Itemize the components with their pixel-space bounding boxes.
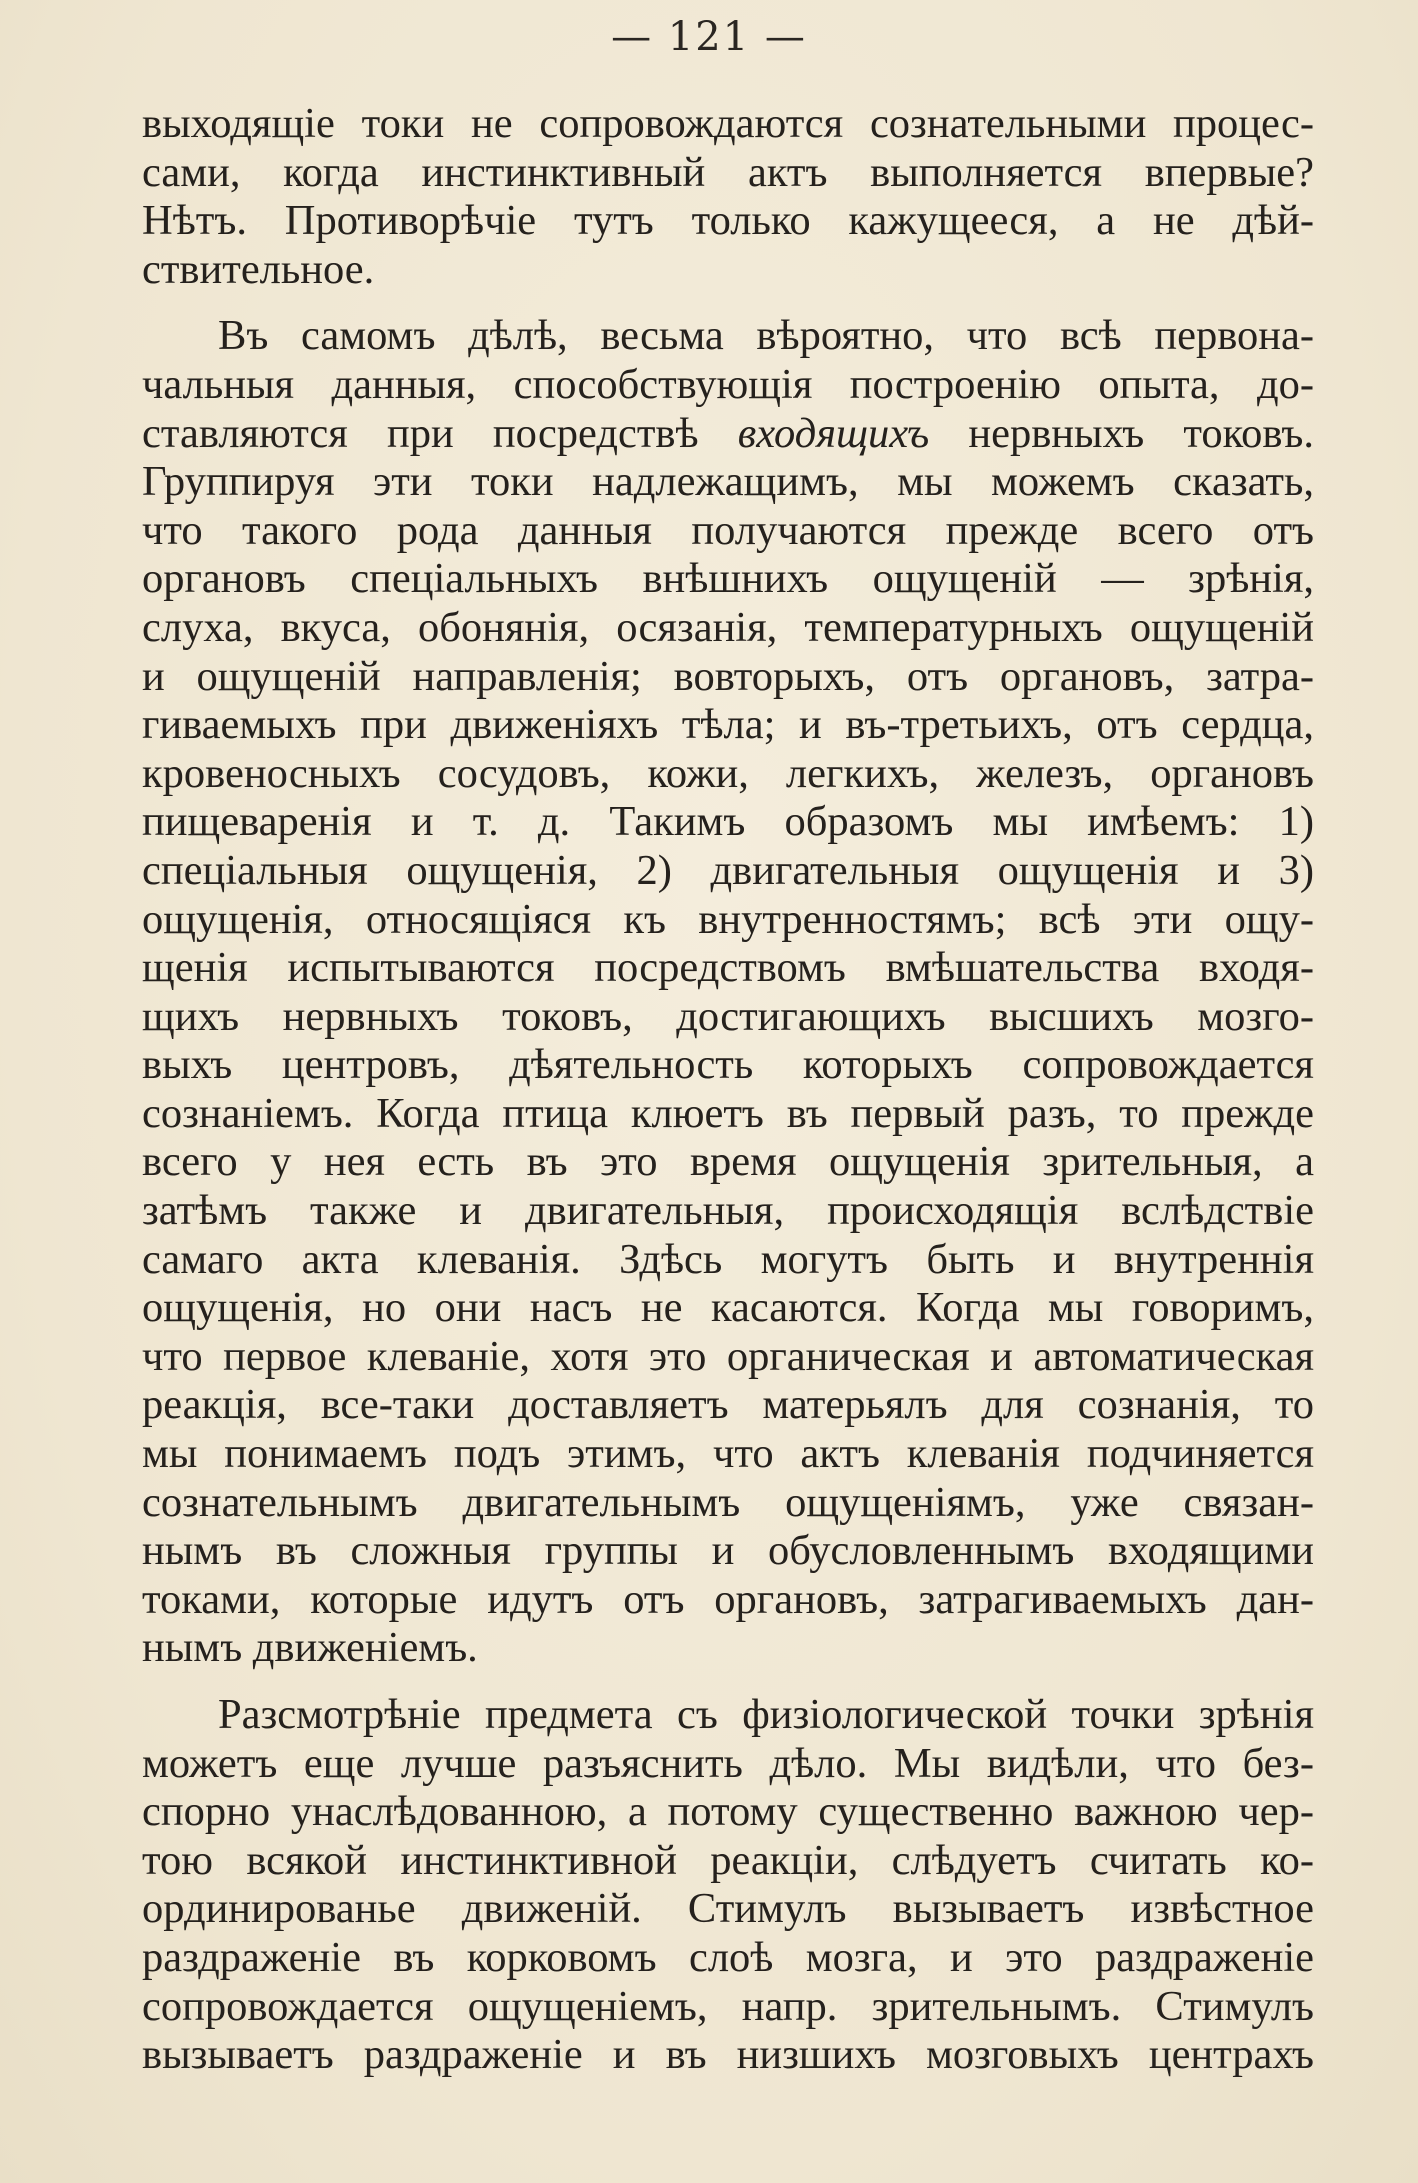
text-line: нымъ движеніемъ. bbox=[142, 1624, 478, 1672]
text-line-with-italic bbox=[142, 410, 1314, 459]
text-line: затѣмъ также и двигательныя, происходящія вслѣдствіе bbox=[142, 1187, 1314, 1235]
text-line: можетъ еще лучше разъяснить дѣло. Мы видѣли, что без- bbox=[142, 1739, 1314, 1787]
text-line: что такого рода данныя получаются прежде всего отъ bbox=[142, 506, 1314, 554]
text-line: нымъ въ сложныя группы и обусловленнымъ входящими bbox=[142, 1527, 1314, 1575]
text-line: Въ самомъ дѣлѣ, весьма вѣроятно, что всѣ первона- bbox=[218, 312, 1314, 360]
text-line: токами, которые идутъ отъ органовъ, затрагиваемыхъ дан- bbox=[142, 1575, 1314, 1623]
text-line: ощущенія, но они насъ не касаются. Когда мы говоримъ, bbox=[142, 1284, 1314, 1332]
paragraph-3 bbox=[142, 1691, 1314, 2080]
text-line: выхъ центровъ, дѣятельность которыхъ сопровождается bbox=[142, 1041, 1314, 1089]
text-line: спеціальныя ощущенія, 2) двигательныя ощущенія и 3) bbox=[142, 846, 1314, 894]
text-line: ощущенія, относящіяся къ внутренностямъ; всѣ эти ощу- bbox=[142, 895, 1314, 943]
text-line: мы понимаемъ подъ этимъ, что актъ клеванія подчиняется bbox=[142, 1430, 1314, 1478]
text-line: Нѣтъ. Противорѣчіе тутъ только кажущееся, а не дѣй- bbox=[142, 197, 1314, 245]
paragraph-2 bbox=[142, 312, 1314, 1673]
text-line: сопровождается ощущеніемъ, напр. зрительнымъ. Стимулъ bbox=[142, 1982, 1314, 2030]
text-line: и ощущеній направленія; вовторыхъ, отъ органовъ, затра- bbox=[142, 652, 1314, 700]
text-line: сознаніемъ. Когда птица клюетъ въ первый разъ, то прежде bbox=[142, 1089, 1314, 1137]
text-line: ординированье движеній. Стимулъ вызываетъ извѣстное bbox=[142, 1885, 1314, 1933]
text-line: слуха, вкуса, обонянія, осязанія, температурныхъ ощущеній bbox=[142, 603, 1314, 651]
text-line: реакція, все-таки доставляетъ матерьялъ для сознанія, то bbox=[142, 1381, 1314, 1429]
page-number: — 121 — bbox=[611, 14, 807, 60]
text-line: Группируя эти токи надлежащимъ, мы можемъ сказать, bbox=[142, 458, 1314, 506]
text-line: сами, когда инстинктивный актъ выполняется впервые? bbox=[142, 148, 1314, 196]
text-line: всего у нея есть въ это время ощущенія зрительныя, а bbox=[142, 1138, 1314, 1186]
text-body bbox=[142, 100, 1314, 2080]
text-segment: нервныхъ токовъ. bbox=[929, 409, 1314, 457]
text-line: самаго акта клеванія. Здѣсь могутъ быть и внутреннія bbox=[142, 1235, 1314, 1283]
text-line: щенія испытываются посредствомъ вмѣшательства входя- bbox=[142, 944, 1314, 992]
text-line: Разсмотрѣніе предмета съ физіологической точки зрѣнія bbox=[218, 1691, 1314, 1738]
text-line: выходящіе токи не сопровождаются сознательными процес- bbox=[142, 100, 1314, 147]
text-line: чальныя данныя, способствующія построенію опыта, до- bbox=[142, 360, 1314, 408]
paragraph-1 bbox=[142, 100, 1314, 294]
text-line: сознательнымъ двигательнымъ ощущеніямъ, уже связан- bbox=[142, 1478, 1314, 1526]
text-line: кровеносныхъ сосудовъ, кожи, легкихъ, железъ, органовъ bbox=[142, 749, 1314, 797]
text-line: органовъ спеціальныхъ внѣшнихъ ощущеній — зрѣнія, bbox=[142, 555, 1314, 603]
italic-word: входящихъ bbox=[737, 409, 930, 457]
text-line: пищеваренія и т. д. Такимъ образомъ мы имѣемъ: 1) bbox=[142, 798, 1314, 846]
text-segment: ставляются при посредствѣ bbox=[142, 409, 738, 457]
text-line: тою всякой инстинктивной реакціи, слѣдуетъ считать ко- bbox=[142, 1836, 1314, 1884]
text-line: что первое клеваніе, хотя это органическая и автоматическая bbox=[142, 1332, 1314, 1380]
text-line: щихъ нервныхъ токовъ, достигающихъ высшихъ мозго- bbox=[142, 992, 1314, 1040]
text-line: гиваемыхъ при движеніяхъ тѣла; и въ-третьихъ, отъ сердца, bbox=[142, 701, 1314, 749]
text-line: раздраженіе въ корковомъ слоѣ мозга, и это раздраженіе bbox=[142, 1933, 1314, 1981]
text-line: ствительное. bbox=[142, 245, 375, 293]
text-line: вызываетъ раздраженіе и въ низшихъ мозговыхъ центрахъ bbox=[142, 2031, 1314, 2079]
text-line: спорно унаслѣдованною, а потому существенно важною чер- bbox=[142, 1788, 1314, 1836]
